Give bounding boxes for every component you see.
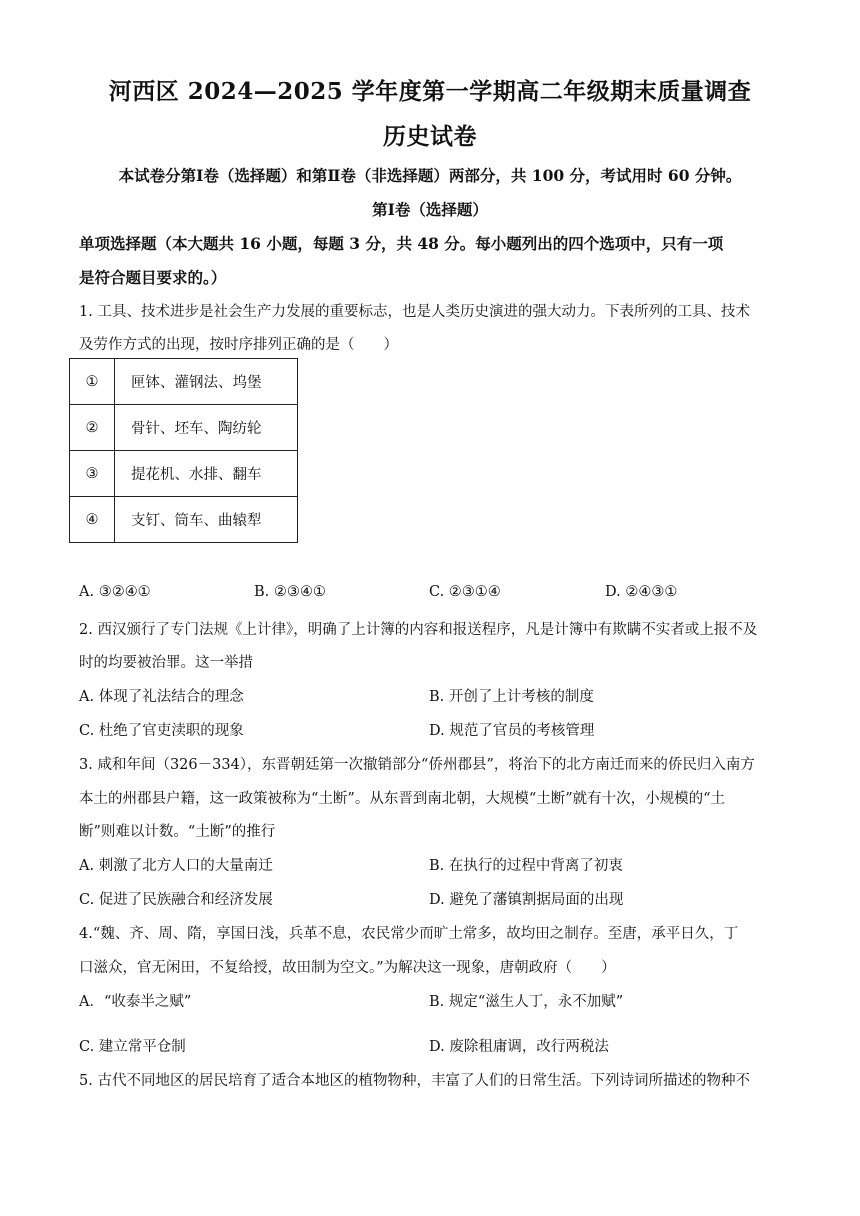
q1-stem-line1: 1. 工具、技术进步是社会生产力发展的重要标志，也是人类历史演进的强大动力。下表所列的工具、技术 — [79, 304, 750, 320]
q2-option-b: B. 开创了上计考核的制度 — [429, 689, 594, 705]
table-row — [70, 497, 298, 543]
q3-stem-line1: 3. 咸和年间（326－334），东晋朝廷第一次撤销部分“侨州郡县”，将治下的北方南迁而来的侨民归入南方 — [79, 757, 755, 773]
table-cell-num: ③ — [70, 451, 115, 497]
table-row — [70, 451, 298, 497]
exam-intro: 本试卷分第Ⅰ卷（选择题）和第Ⅱ卷（非选择题）两部分，共 100 分，考试用时 60 分钟。 — [118, 166, 742, 185]
q1-option-b: B. ②③④① — [254, 584, 326, 600]
q2-stem-line2: 时的均要被治罪。这一举措 — [79, 655, 253, 671]
q2-option-d: D. 规范了官员的考核管理 — [429, 723, 595, 739]
q3-stem-line3: 断”则难以计数。“土断”的推行 — [79, 824, 276, 840]
q3-option-b: B. 在执行的过程中背离了初衷 — [429, 858, 623, 874]
q4-option-b: B. 规定“滋生人丁，永不加赋” — [429, 994, 624, 1010]
q2-option-c: C. 杜绝了官吏渎职的现象 — [79, 723, 244, 739]
q1-option-d: D. ②④③① — [605, 584, 678, 600]
q4-option-c: C. 建立常平仓制 — [79, 1039, 186, 1055]
q1-stem-line2: 及劳作方式的出现，按时序排列正确的是（ ） — [79, 337, 398, 353]
q4-stem-line1: 4.“魏、齐、周、隋，享国日浅，兵革不息，农民常少而旷土常多，故均田之制存。至唐，承平日久，丁 — [79, 926, 739, 942]
section-instructions-line2: 是符合题目要求的。） — [79, 268, 227, 287]
q1-option-a: A. ③②④① — [79, 584, 151, 600]
exam-subtitle: 历史试卷 — [383, 123, 477, 150]
part-title: 第Ⅰ卷（选择题） — [372, 200, 488, 219]
table-cell-text: 提花机、水排、翻车 — [115, 451, 298, 497]
section-instructions-line1: 单项选择题（本大题共 16 小题，每题 3 分，共 48 分。每小题列出的四个选项中，只有一项 — [79, 234, 724, 253]
table-row — [70, 359, 298, 405]
q2-stem-line1: 2. 西汉颁行了专门法规《上计律》，明确了上计簿的内容和报送程序，凡是计簿中有欺瞒不实者或上报不及 — [79, 622, 758, 638]
q3-stem-line2: 本土的州郡县户籍，这一政策被称为“土断”。从东晋到南北朝，大规模“土断”就有十次，小规模的“土 — [79, 791, 726, 807]
q1-option-c: C. ②③①④ — [429, 584, 501, 600]
q4-option-a: A．“收泰半之赋” — [79, 994, 192, 1010]
table-cell-num: ② — [70, 405, 115, 451]
q3-option-a: A. 刺激了北方人口的大量南迁 — [79, 858, 273, 874]
q2-option-a: A. 体现了礼法结合的理念 — [79, 689, 244, 705]
exam-title: 河西区 2024—2025 学年度第一学期高二年级期末质量调查 — [108, 78, 752, 105]
table-cell-num: ④ — [70, 497, 115, 543]
q4-stem-line2: 口滋众，官无闲田，不复给授，故田制为空文。”为解决这一现象，唐朝政府（ ） — [79, 960, 616, 976]
table-cell-text: 骨针、坯车、陶纺轮 — [115, 405, 298, 451]
q5-stem-line1: 5. 古代不同地区的居民培育了适合本地区的植物物种，丰富了人们的日常生活。下列诗词所描述的物种不 — [79, 1073, 750, 1089]
q4-option-d: D. 废除租庸调，改行两税法 — [429, 1039, 609, 1055]
table-cell-text: 支钉、筒车、曲辕犁 — [115, 497, 298, 543]
q3-option-c: C. 促进了民族融合和经济发展 — [79, 892, 273, 908]
table-cell-num: ① — [70, 359, 115, 405]
table-cell-text: 匣钵、灌钢法、坞堡 — [115, 359, 298, 405]
q1-items-table — [69, 358, 298, 543]
table-row — [70, 405, 298, 451]
q3-option-d: D. 避免了藩镇割据局面的出现 — [429, 892, 624, 908]
